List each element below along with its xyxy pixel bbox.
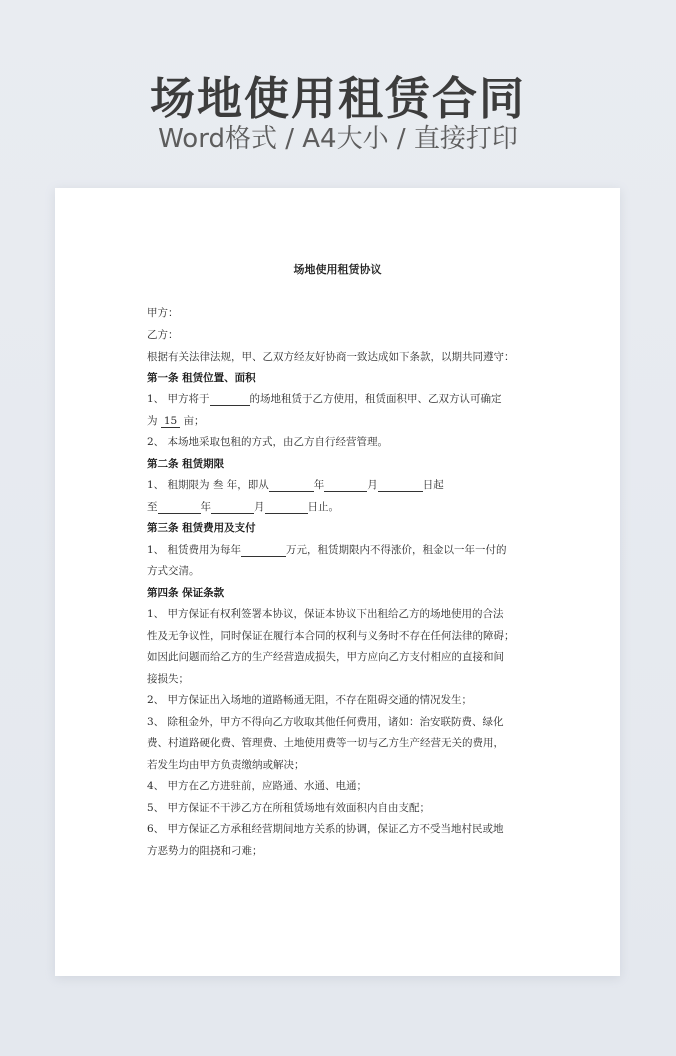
article-3-line-2: 方式交清。 <box>147 565 200 577</box>
document-page <box>55 188 620 976</box>
article-1-line-3: 2、 本场地采取包租的方式，由乙方自行经营管理。 <box>147 436 389 448</box>
text-segment: 1、 租赁费用为每年 <box>147 544 242 556</box>
text-segment: 年 <box>200 501 211 513</box>
text-segment: 万元，租赁期限内不得涨价，租金以一年一付的 <box>286 544 507 556</box>
text-segment: 年 <box>313 479 325 491</box>
article-4-line-7: 费、村道路硬化费、管理费、土地使用费等一切与乙方生产经营无关的费用， <box>147 737 504 749</box>
text-segment: 1、 甲方将于 <box>147 393 210 405</box>
fill-blank <box>265 502 308 514</box>
fill-blank <box>210 394 250 406</box>
article-1-line-1 <box>147 391 502 406</box>
text-segment: 日止。 <box>307 501 339 513</box>
text-segment: 为 <box>147 415 161 427</box>
article-2-line-2 <box>147 499 339 514</box>
page-title: 场地使用租赁合同 <box>149 72 526 125</box>
article-1-line-2 <box>147 413 205 428</box>
article-2-heading: 第二条 租赁期限 <box>147 458 225 470</box>
party-a-line: 甲方： <box>147 307 179 319</box>
text-segment: 1、 租期限为 叁 年，即从 <box>147 479 269 491</box>
article-2-line-1 <box>147 477 444 492</box>
article-4-line-2: 性及无争议性，同时保证在履行本合同的权利与义务时不存在任何法律的障碍； <box>147 630 515 642</box>
article-4-line-1: 1、 甲方保证有权利签署本协议，保证本协议下出租给乙方的场地使用的合法 <box>147 608 504 620</box>
article-3-heading: 第三条 租赁费用及支付 <box>147 522 256 534</box>
fill-blank <box>378 480 423 492</box>
article-4-line-11: 6、 甲方保证乙方承租经营期间地方关系的协调，保证乙方不受当地村民或地 <box>147 823 504 835</box>
fill-blank <box>158 502 201 514</box>
fill-blank <box>269 480 314 492</box>
article-4-line-12: 方恶势力的阻挠和刁难； <box>147 845 263 857</box>
article-4-line-5: 2、 甲方保证出入场地的道路畅通无阻，不存在阻碍交通的情况发生； <box>147 694 473 706</box>
fill-blank <box>324 480 367 492</box>
article-4-line-10: 5、 甲方保证不干涉乙方在所租赁场地有效面积内自由支配； <box>147 802 431 814</box>
text-segment: 的场地租赁于乙方使用，租赁面积甲、乙双方认可确定 <box>249 393 502 405</box>
text-segment: 月 <box>367 479 378 491</box>
article-4-line-3: 如因此问题而给乙方的生产经营造成损失，甲方应向乙方支付相应的直接和间 <box>147 651 504 663</box>
article-3-line-1 <box>147 542 507 557</box>
area-value: 15 <box>161 415 180 428</box>
article-4-line-8: 若发生均由甲方负责缴纳或解决； <box>147 759 305 771</box>
text-segment: 亩； <box>180 415 205 427</box>
article-4-heading: 第四条 保证条款 <box>147 587 225 599</box>
document-title: 场地使用租赁协议 <box>293 263 382 276</box>
article-4-line-4: 接损失； <box>147 673 189 685</box>
article-4-line-9: 4、 甲方在乙方进驻前，应路通、水通、电通； <box>147 780 368 792</box>
text-segment: 至 <box>147 501 158 513</box>
intro-paragraph: 根据有关法律法规，甲、乙双方经友好协商一致达成如下条款，以期共同遵守： <box>147 351 515 363</box>
fill-blank <box>241 545 286 557</box>
article-4-line-6: 3、 除租金外，甲方不得向乙方收取其他任何费用，诸如：治安联防费、绿化 <box>147 716 504 728</box>
article-1-heading: 第一条 租赁位置、面积 <box>147 372 256 384</box>
fill-blank <box>211 502 254 514</box>
text-segment: 日起 <box>422 479 444 491</box>
text-segment: 月 <box>254 501 265 513</box>
page-subtitle: Word格式 / A4大小 / 直接打印 <box>158 124 518 154</box>
party-b-line: 乙方： <box>147 329 179 341</box>
